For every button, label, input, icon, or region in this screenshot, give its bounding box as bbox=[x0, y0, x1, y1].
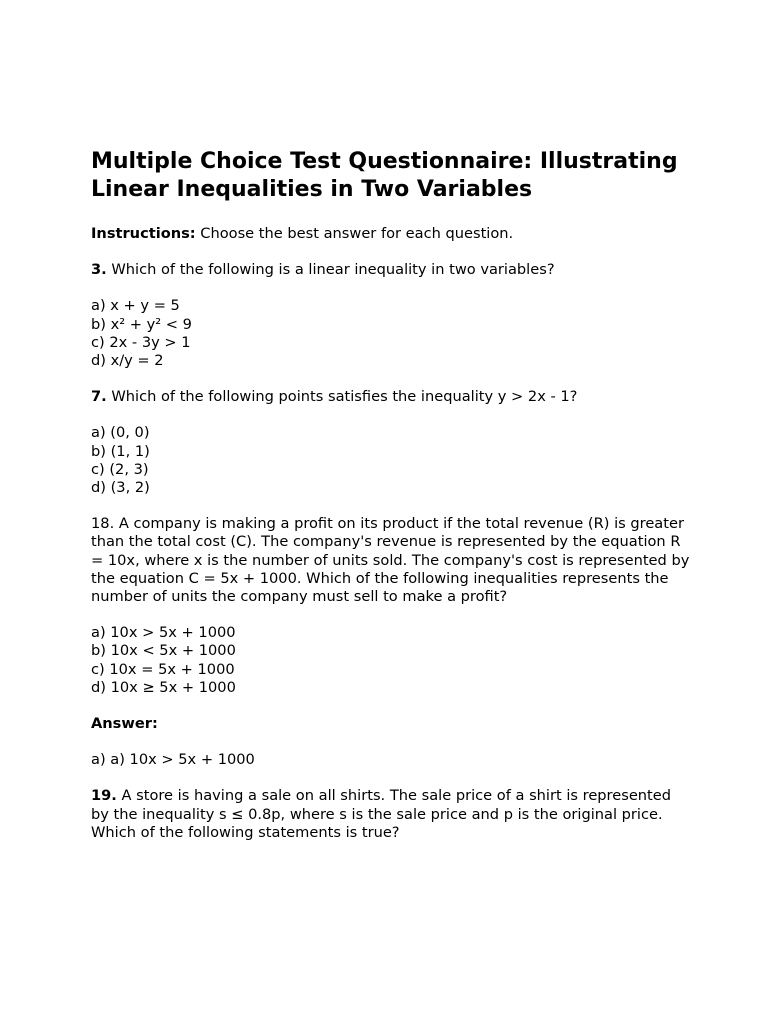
instructions-label: Instructions: bbox=[91, 225, 196, 242]
question-3 bbox=[91, 261, 691, 279]
option: c) (2, 3) bbox=[91, 460, 149, 478]
option: d) (3, 2) bbox=[91, 479, 150, 497]
option: c) 10x = 5x + 1000 bbox=[91, 660, 235, 678]
option: d) 10x ≥ 5x + 1000 bbox=[91, 678, 236, 696]
question-7-text: Which of the following points satisfies the inequality y > 2x - 1? bbox=[106, 388, 578, 406]
question-19-text: A store is having a sale on all shirts. The sale price of a shirt is represented by the inequality s ≤ 0.8p, where s is the sale price and p is the original price. Which of the following statements is true? bbox=[91, 787, 672, 841]
option: b) 10x < 5x + 1000 bbox=[91, 642, 236, 660]
question-3-number: 3. bbox=[91, 261, 107, 279]
option: c) 2x - 3y > 1 bbox=[91, 333, 191, 351]
answer-label: Answer: bbox=[91, 715, 158, 733]
question-18: 18. A company is making a profit on its product if the total revenue (R) is greater than the total cost (C). The company's revenue is represented by the equation R = 10x, where x is the number of units sold. The company's cost is represented by the equation C = 5x + 1000. Which of the following inequalities represents the number of units the company must sell to make a profit? bbox=[91, 515, 690, 606]
instructions bbox=[91, 225, 691, 243]
answer-text: a) a) 10x > 5x + 1000 bbox=[91, 751, 255, 769]
option: a) x + y = 5 bbox=[91, 297, 180, 315]
instructions-text: Choose the best answer for each question. bbox=[195, 225, 514, 242]
option: b) (1, 1) bbox=[91, 442, 150, 460]
question-19-number: 19. bbox=[91, 787, 117, 805]
document-page bbox=[91, 148, 691, 860]
question-7-options bbox=[91, 424, 691, 497]
answer-heading bbox=[91, 715, 691, 733]
question-7 bbox=[91, 388, 691, 406]
question-3-options bbox=[91, 297, 691, 370]
option: d) x/y = 2 bbox=[91, 352, 164, 370]
question-19 bbox=[91, 787, 691, 842]
question-3-text: Which of the following is a linear inequality in two variables? bbox=[106, 261, 555, 279]
option: b) x² + y² < 9 bbox=[91, 315, 192, 333]
document-title: Multiple Choice Test Questionnaire: Illustrating Linear Inequalities in Two Variables bbox=[91, 149, 678, 202]
option: a) (0, 0) bbox=[91, 424, 150, 442]
question-7-number: 7. bbox=[91, 388, 107, 406]
option: a) 10x > 5x + 1000 bbox=[91, 624, 236, 642]
question-18-options bbox=[91, 624, 691, 697]
